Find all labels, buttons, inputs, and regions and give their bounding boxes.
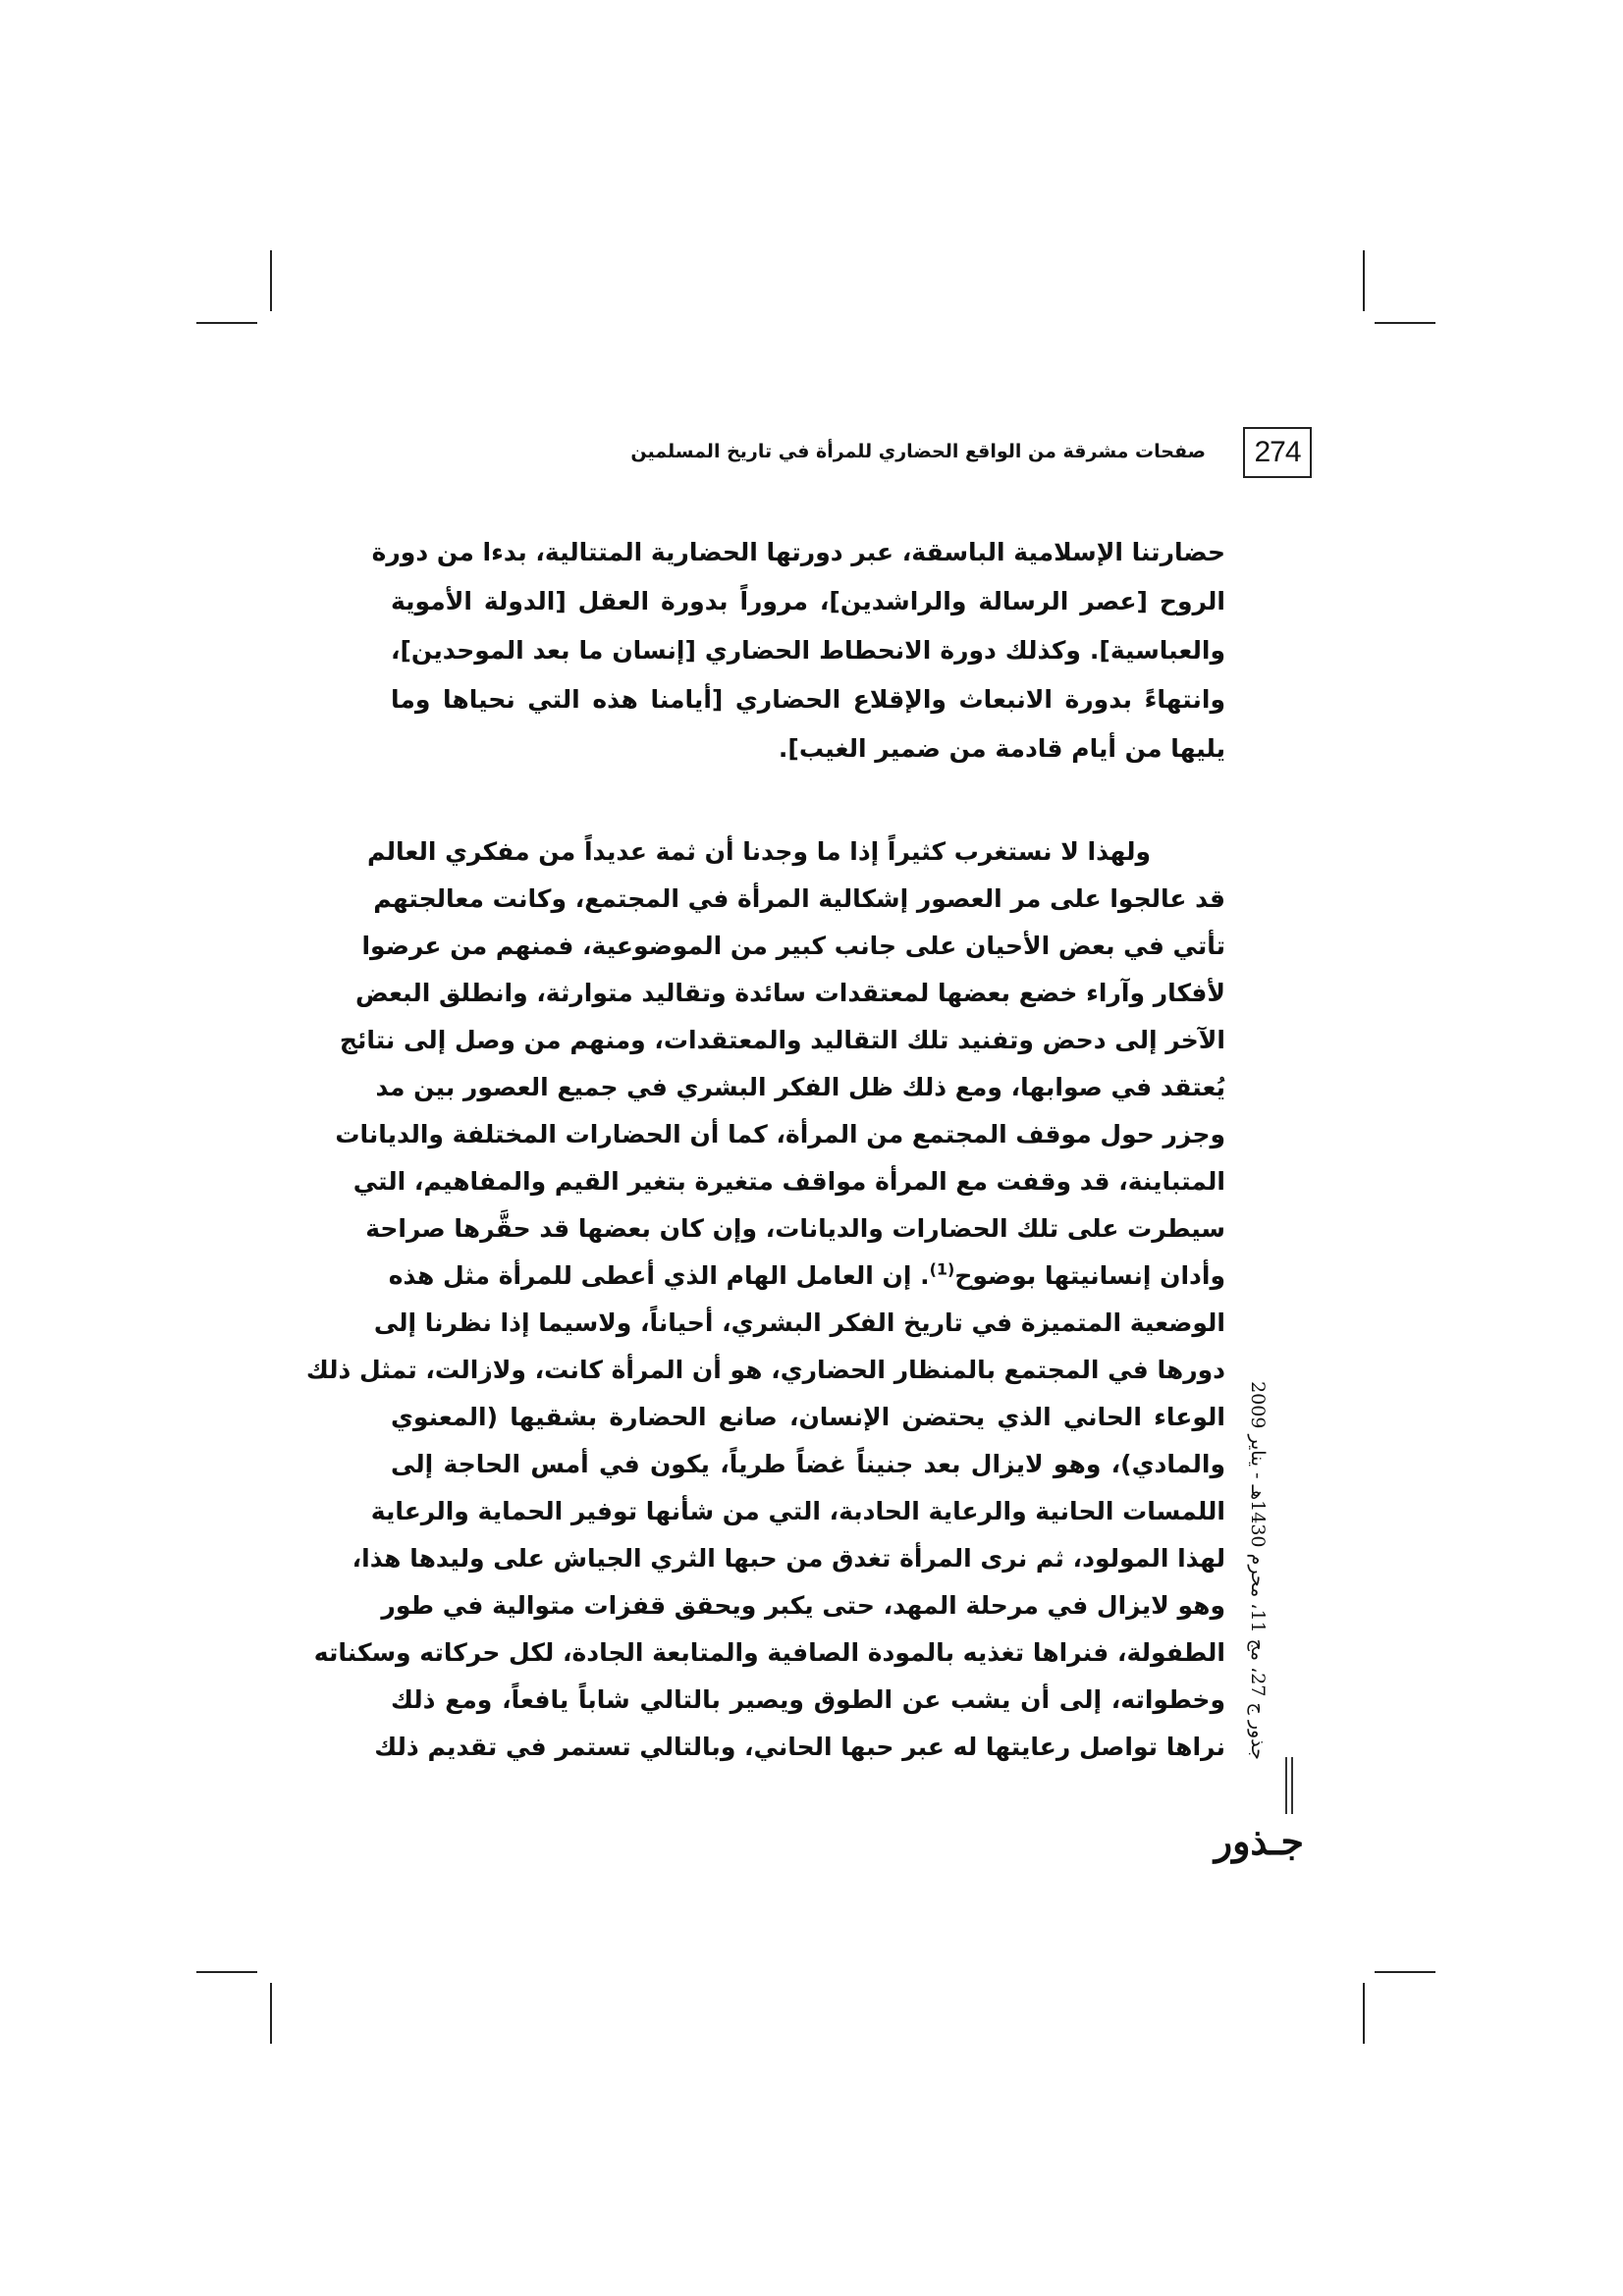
footnote-marker[interactable]: (1) [929, 1259, 955, 1279]
text-line: الروح [عصر الرسالة والراشدين]، مروراً بدورة العقل [الدولة الأموية [391, 587, 1225, 615]
crop-mark [1375, 1971, 1435, 1973]
text-line: يليها من أيام قادمة من ضمير الغيب]. [778, 734, 1225, 763]
text-line: وانتهاءً بدورة الانبعاث والإقلاع الحضاري [أيامنا هذه التي نحياها وما [391, 685, 1225, 714]
text-line: الوضعية المتميزة في تاريخ الفكر البشري، أحياناً، ولاسيما إذا نظرنا إلى [373, 1308, 1225, 1337]
text-segment: . إن العامل الهام الذي أعطى للمرأة مثل هذه [388, 1261, 930, 1290]
text-line: حضارتنا الإسلامية الباسقة، عبر دورتها الحضارية المتتالية، بدءا من دورة [371, 538, 1225, 566]
text-line: قد عالجوا على مر العصور إشكالية المرأة في المجتمع، وكانت معالجتهم [373, 884, 1225, 913]
text-line: والعباسية]. وكذلك دورة الانحطاط الحضاري [إنسان ما بعد الموحدين]، [391, 636, 1225, 665]
paragraph [305, 828, 1225, 1771]
side-divider [1291, 1757, 1293, 1814]
text-line: والمادي)، وهو لايزال بعد جنيناً غضاً طرياً، يكون في أمس الحاجة إلى [391, 1450, 1225, 1478]
text-line: وجزر حول موقف المجتمع من المرأة، كما أن الحضارات المختلفة والديانات [335, 1120, 1225, 1148]
crop-mark [196, 322, 257, 324]
crop-mark [196, 1971, 257, 1973]
text-line: تأتي في بعض الأحيان على جانب كبير من الموضوعية، فمنهم من عرضوا [361, 932, 1225, 960]
article-body [305, 528, 1225, 1771]
text-line: سيطرت على تلك الحضارات والديانات، وإن كان بعضها قد حقَّرها صراحة [365, 1214, 1225, 1243]
text-line: لأفكار وآراء خضع بعضها لمعتقدات سائدة وتقاليد متوارثة، وانطلق البعض [354, 979, 1225, 1007]
text-line: وهو لايزال في مرحلة المهد، حتى يكبر ويحقق قفزات متوالية في طور [381, 1591, 1225, 1620]
text-segment: وأدان إنسانيتها بوضوح [954, 1261, 1225, 1290]
text-line: الوعاء الحاني الذي يحتضن الإنسان، صانع الحضارة بشقيها (المعنوي [391, 1403, 1225, 1431]
text-line: نراها تواصل رعايتها له عبر حبها الحاني، وبالتالي تستمر في تقديم ذلك [374, 1733, 1225, 1761]
text-line: وخطواته، إلى أن يشب عن الطوق ويصير بالتالي شاباً يافعاً، ومع ذلك [391, 1685, 1225, 1714]
journal-issue-label: جذور ج 27، مج 11، محرم 1430هـ - يناير 2009 [1247, 1381, 1269, 1760]
paragraph [371, 528, 1225, 774]
text-line: يُعتقد في صوابها، ومع ذلك ظل الفكر البشري في جميع العصور بين مد [375, 1073, 1225, 1101]
text-line: المتباينة، قد وقفت مع المرأة مواقف متغيرة بتغير القيم والمفاهيم، التي [352, 1167, 1225, 1196]
text-line: ولهذا لا نستغرب كثيراً إذا ما وجدنا أن ثمة عديداً من مفكري العالم [366, 837, 1151, 866]
text-line: اللمسات الحانية والرعاية الحادبة، التي من شأنها توفير الحماية والرعاية [370, 1497, 1225, 1525]
side-divider [1285, 1757, 1287, 1814]
text-line: دورها في المجتمع بالمنظار الحضاري، هو أن المرأة كانت، ولازالت، تمثل ذلك [305, 1356, 1225, 1384]
crop-mark [270, 250, 272, 311]
crop-mark [1363, 250, 1365, 311]
text-line: الطفولة، فنراها تغذيه بالمودة الصافية والمتابعة الجادة، لكل حركاته وسكناته [313, 1638, 1225, 1667]
text-line: لهذا المولود، ثم نرى المرأة تغدق من حبها الثري الجياش على وليدها هذا، [352, 1544, 1225, 1573]
page-number: 274 [1243, 427, 1312, 478]
crop-mark [1375, 322, 1435, 324]
running-title: صفحات مشرقة من الواقع الحضاري للمرأة في تاريخ المسلمين [630, 441, 1206, 462]
crop-mark [1363, 1983, 1365, 2044]
crop-mark [270, 1983, 272, 2044]
text-line: الآخر إلى دحض وتفنيد تلك التقاليد والمعتقدات، ومنهم من وصل إلى نتائج [339, 1026, 1225, 1054]
text-line [388, 1253, 1225, 1300]
journal-logo: جـذور [1214, 1819, 1304, 1863]
